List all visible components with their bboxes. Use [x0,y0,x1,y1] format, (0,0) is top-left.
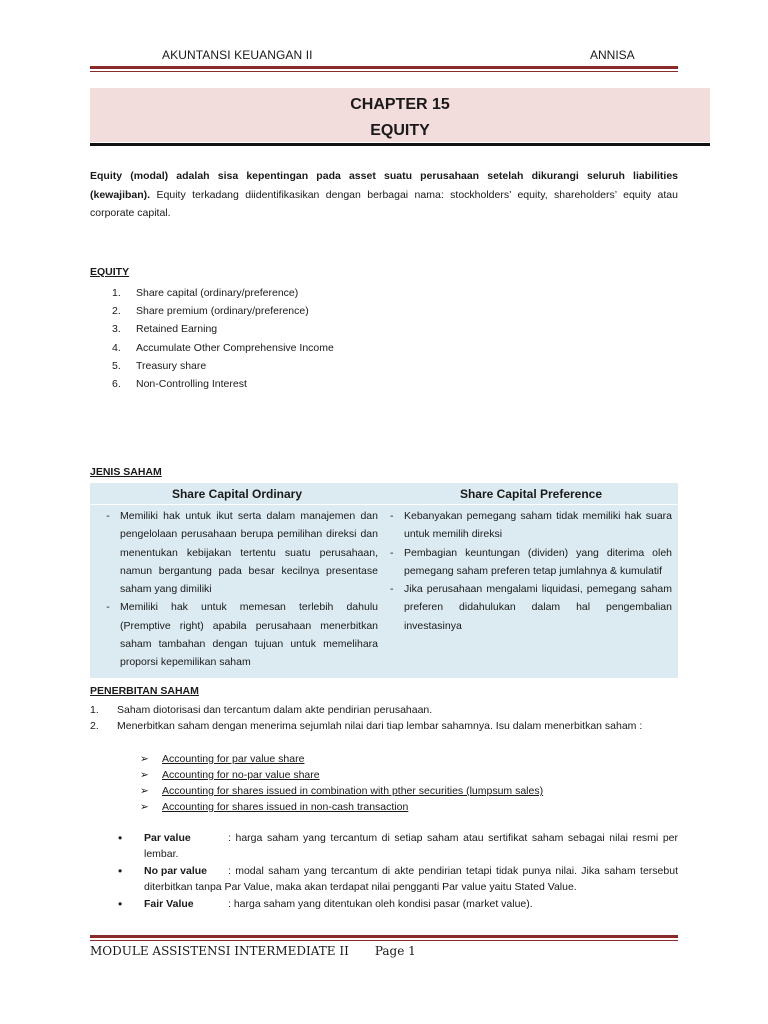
list-item: ➢ Accounting for shares issued in non-cash transaction [140,801,409,813]
header-rule-thin [90,71,678,72]
footer-rule-thin [90,940,678,941]
list-item: 3. Retained Earning [112,323,218,336]
intro-paragraph [90,167,678,223]
list-item: 4. Accumulate Other Comprehensive Income [112,341,334,354]
footer-rule-thick [90,935,678,938]
list-item: ➢ Accounting for par value share [140,753,305,765]
list-item: ➢ Accounting for shares issued in combination with pther securities (lumpsum sales) [140,785,544,797]
preference-column-header: Share Capital Preference [384,483,678,505]
list-item: 1. Saham diotorisasi dan tercantum dalam akte pendirian perusahaan. [90,704,433,716]
bullet-icon: • [118,897,123,911]
preference-point: - Pembagian keuntungan (dividen) yang diterima oleh pemegang saham preferen tetap jumlahnya & kumulatif [390,546,672,577]
arrow-bullet-icon: ➢ [140,769,149,781]
value-definitions-list [118,830,678,913]
header-rule-thick [90,66,678,69]
preference-point: - Kebanyakan pemegang saham tidak memiliki hak suara untuk memilih direksi [390,510,672,541]
bullet-icon: • [118,831,123,845]
title-underline [90,143,710,146]
intro-bold-definition: Equity (modal) adalah sisa kepentingan pada asset suatu perusahaan setelah dikurangi seluruh liabilities (kewajiban). [90,170,678,201]
chapter-number: CHAPTER 15 [350,96,450,113]
chapter-name: EQUITY [370,122,430,139]
jenis-saham-heading: JENIS SAHAM [90,466,162,478]
header-author: ANNISA [590,48,635,62]
intro-rest-text: Equity terkadang diidentifikasikan dengan berbagai nama: stockholders’ equity, shareholders’ equity atau corporate capital. [90,188,678,219]
penerbitan-heading: PENERBITAN SAHAM [90,685,199,697]
issuance-issues-list [140,751,543,815]
footer-page-number: Page 1 [374,944,416,958]
ordinary-column-header: Share Capital Ordinary [90,483,384,505]
bullet-icon: • [118,864,123,878]
ordinary-points-cell [90,505,384,678]
list-item: 2. Menerbitkan saham dengan menerima sejumlah nilai dari tiap lembar sahamnya. Isu dalam menerbitkan saham : [90,720,643,732]
arrow-bullet-icon: ➢ [140,753,149,765]
definition-item: • Par value : harga saham yang tercantum di setiap saham atau sertifikat saham sebagai nilai resmi per lembar. [118,831,678,860]
list-item: 5. Treasury share [112,359,207,372]
equity-heading: EQUITY [90,266,130,278]
share-types-table [90,483,678,678]
list-item: 6. Non-Controlling Interest [112,378,247,391]
ordinary-point: - Memiliki hak untuk ikut serta dalam manajemen dan pengelolaan perusahaan berupa pemilihan direksi dan menentukan kebijakan tertentu suatu perusahaan, namun bergantung pada besar kecilnya presentase saham yang dimiliki [106,510,378,596]
equity-components-list [112,284,334,393]
penerbitan-list [90,702,678,734]
page-footer [90,944,416,958]
definition-item: • Fair Value : harga saham yang ditentukan oleh kondisi pasar (market value). [118,897,533,911]
list-item: 2. Share premium (ordinary/preference) [112,305,309,318]
list-item: ➢ Accounting for no-par value share [140,769,320,781]
preference-points-cell [384,505,678,678]
footer-module-title: MODULE ASSISTENSI INTERMEDIATE II [90,944,349,958]
chapter-title-box [90,88,710,142]
header-course-title: AKUNTANSI KEUANGAN II [162,48,313,62]
ordinary-point: - Memiliki hak untuk memesan terlebih dahulu (Premptive right) apabila perusahaan menerbitkan saham tambahan dengan tujuan untuk memelihara proporsi kepemilikan saham [106,601,378,669]
preference-point: - Jika perusahaan mengalami liquidasi, pemegang saham preferen didahulukan dalam hal pengembalian investasinya [390,583,672,632]
definition-item: • No par value : modal saham yang tercantum di akte pendirian tetapi tidak punya nilai. Jika saham tersebut diterbitkan tanpa Par Value, maka akan terdapat nilai pengganti Par value yaitu Stated Value. [118,864,678,893]
arrow-bullet-icon: ➢ [140,785,149,797]
list-item: 1. Share capital (ordinary/preference) [112,287,299,299]
arrow-bullet-icon: ➢ [140,801,149,813]
